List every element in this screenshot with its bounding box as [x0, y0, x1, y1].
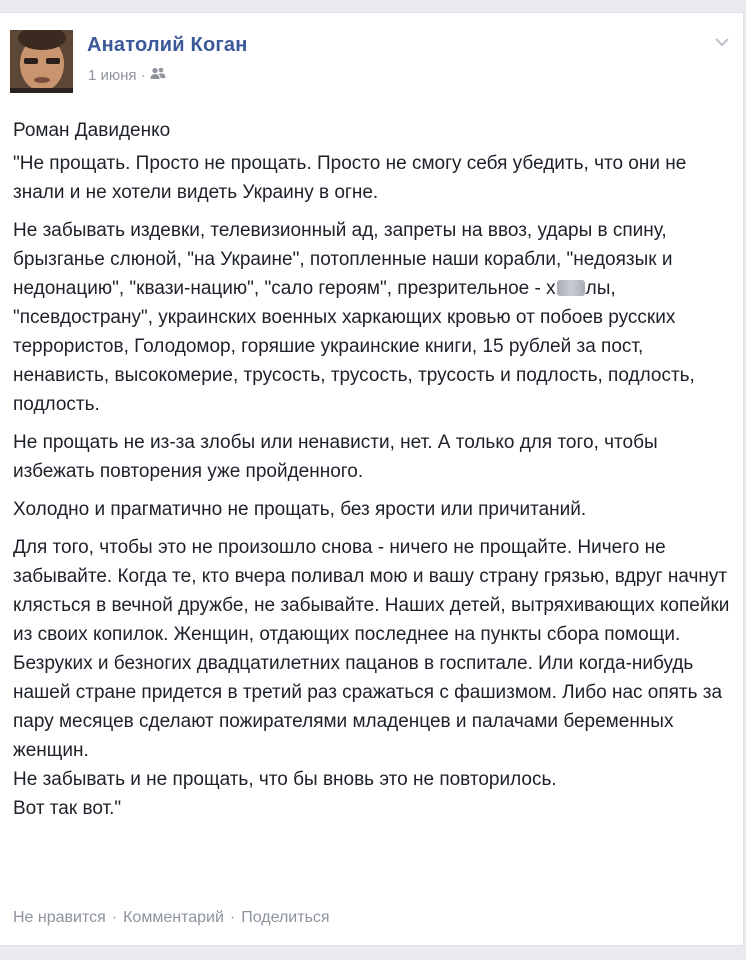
post-paragraph-part: Не забывать издевки, телевизионный ад, запреты на ввоз, удары в спину, брызганье слюной, "на Украине", потопленные наши корабли, "недоязык и недонацию", "квази-нацию", "сало героям", презрительное - х: [13, 220, 673, 299]
post-actions: [13, 909, 330, 927]
post-paragraph: "Не прощать. Просто не прощать. Просто не смогу себя убедить, что они не знали и не хотели видеть Украину в огне.: [13, 153, 687, 203]
post-text: [13, 116, 738, 823]
avatar-photo: [10, 30, 73, 93]
comment-link[interactable]: Комментарий: [123, 909, 224, 926]
post-paragraph: Роман Давиденко: [13, 120, 171, 141]
chevron-down-icon[interactable]: [713, 35, 731, 49]
meta-separator: ·: [140, 67, 146, 84]
author-name[interactable]: Анатолий Коган: [87, 34, 248, 56]
post-meta: [88, 67, 166, 84]
action-separator: ·: [229, 909, 236, 926]
friends-icon[interactable]: [150, 67, 166, 84]
post-paragraph: Для того, чтобы это не произошло снова - ничего не прощайте. Ничего не забывайте. Когда те, кто вчера поливал мою и вашу страну грязью, вдруг начнут клясться в вечной дружбе, не забывайте. Наших детей, вытряхивающих копейки из своих копилок. Женщин, отдающих последнее на пункты сбора помощи. Безруких и безногих двадцатилетних пацанов в госпитале. Или когда-нибудь нашей стране придется в третий раз сражаться с фашизмом. Либо нас опять за пару месяцев сделают пожирателями младенцев и палачами беременных женщин.: [13, 537, 730, 761]
post-paragraph: Не забывать и не прощать, что бы вновь это не повторилось.: [13, 769, 557, 790]
share-link[interactable]: Поделиться: [241, 909, 330, 926]
post-paragraph: [13, 216, 738, 419]
post-paragraph: Холодно и прагматично не прощать, без ярости или причитаний.: [13, 499, 587, 520]
post-card: [0, 12, 744, 946]
post-paragraph: Вот так вот.": [13, 798, 122, 819]
post-paragraph: Не прощать не из-за злобы или ненависти, нет. А только для того, чтобы избежать повторения уже пройденного.: [13, 432, 658, 482]
post-paragraph-part: лы, "псевдострану", украинских военных харкающих кровью от побоев русских террористов, Голодомор, горяшие украинские книги, 15 рублей за пост, ненависть, высокомерие, трусость, трусость, трусость и подлость, подлость, подлость.: [13, 278, 695, 415]
censor-blur: [557, 280, 585, 296]
unlike-link[interactable]: Не нравится: [13, 909, 106, 926]
post-date[interactable]: 1 июня: [88, 67, 137, 84]
author-avatar[interactable]: [10, 30, 73, 93]
action-separator: ·: [111, 909, 118, 926]
